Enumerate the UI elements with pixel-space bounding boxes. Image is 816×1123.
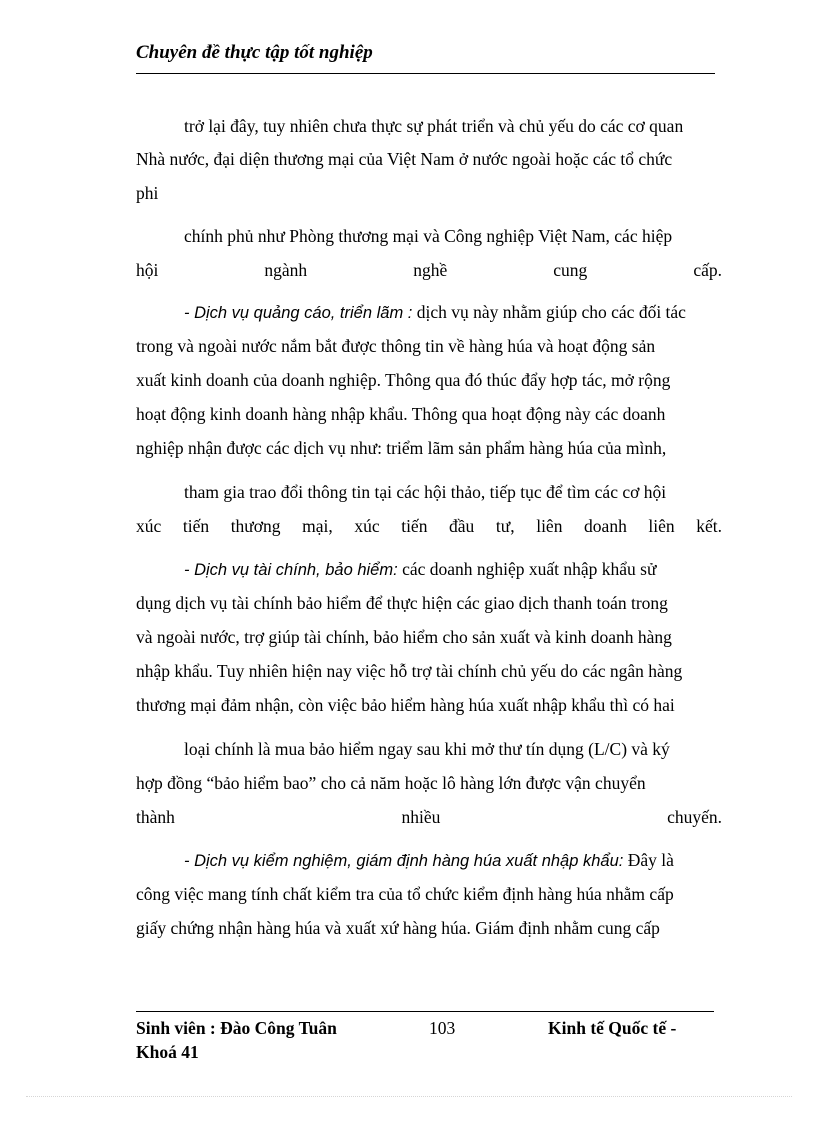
body-line: loại chính là mua bảo hiểm ngay sau khi mở thư tín dụng (L/C) và ký [184, 739, 670, 759]
body-line: trở lại đây, tuy nhiên chưa thực sự phát triển và chủ yếu do các cơ quan [184, 116, 684, 136]
item-text: Đây là [623, 850, 674, 870]
item-text: dịch vụ này nhằm giúp cho các đối tác [412, 302, 686, 322]
list-item-inspection [184, 849, 722, 871]
body-line: phi [136, 183, 159, 203]
body-line: nghiệp nhận được các dịch vụ như: triểm lãm sản phẩm hàng húa của mình, [136, 438, 667, 458]
item-text: các doanh nghiệp xuất nhập khẩu sử [397, 559, 657, 579]
item-label: - Dịch vụ tài chính, bảo hiểm: [184, 561, 398, 579]
body-line: Nhà nước, đại diện thương mại của Việt Nam ở nước ngoài hoặc các tổ chức [136, 149, 673, 169]
body-line: hội ngành nghề cung cấp. [136, 260, 722, 280]
page-edge-divider [26, 1096, 792, 1097]
body-line: hoạt động kinh doanh hàng nhập khẩu. Thông qua hoạt động này các doanh [136, 404, 666, 424]
footer-student: Sinh viên : Đào Công Tuân [136, 1018, 337, 1038]
body-line: xuất kinh doanh của doanh nghiệp. Thông qua đó thúc đẩy hợp tác, mở rộng [136, 370, 671, 390]
item-label: - Dịch vụ kiểm nghiệm, giám định hàng húa xuất nhập khẩu: [184, 852, 624, 870]
body-line: thành nhiều chuyến. [136, 807, 722, 827]
page-number: 103 [429, 1018, 456, 1038]
item-label: - Dịch vụ quảng cáo, triển lãm : [184, 304, 413, 322]
footer-class: Khoá 41 [136, 1042, 199, 1062]
list-item-finance [184, 558, 722, 580]
body-line: chính phủ như Phòng thương mại và Công nghiệp Việt Nam, các hiệp [184, 226, 673, 246]
body-line: thương mại đảm nhận, còn việc bảo hiểm hàng húa xuất nhập khẩu thì có hai [136, 695, 675, 715]
body-line: tham gia trao đổi thông tin tại các hội thảo, tiếp tục để tìm các cơ hội [184, 482, 667, 502]
body-line: và ngoài nước, trợ giúp tài chính, bảo hiểm cho sản xuất và kinh doanh hàng [136, 627, 672, 647]
header-title: Chuyên đề thực tập tốt nghiệp [136, 42, 373, 63]
body-line: dụng dịch vụ tài chính bảo hiểm để thực hiện các giao dịch thanh toán trong [136, 593, 668, 613]
body-line: trong và ngoài nước nắm bắt được thông tin về hàng húa và hoạt động sản [136, 336, 656, 356]
header-divider [136, 73, 715, 74]
body-line: hợp đồng “bảo hiểm bao” cho cả năm hoặc lô hàng lớn được vận chuyển [136, 773, 646, 793]
body-line: giấy chứng nhận hàng húa và xuất xứ hàng húa. Giám định nhằm cung cấp [136, 918, 660, 938]
footer-divider [136, 1011, 714, 1012]
body-line: nhập khẩu. Tuy nhiên hiện nay việc hỗ trợ tài chính chủ yếu do các ngân hàng [136, 661, 683, 681]
body-line: xúc tiến thương mại, xúc tiến đầu tư, liên doanh liên kết. [136, 516, 722, 536]
body-line: công việc mang tính chất kiểm tra của tổ chức kiểm định hàng húa nhằm cấp [136, 884, 674, 904]
list-item-advertising [184, 301, 722, 323]
footer-major: Kinh tế Quốc tế - [548, 1018, 677, 1038]
